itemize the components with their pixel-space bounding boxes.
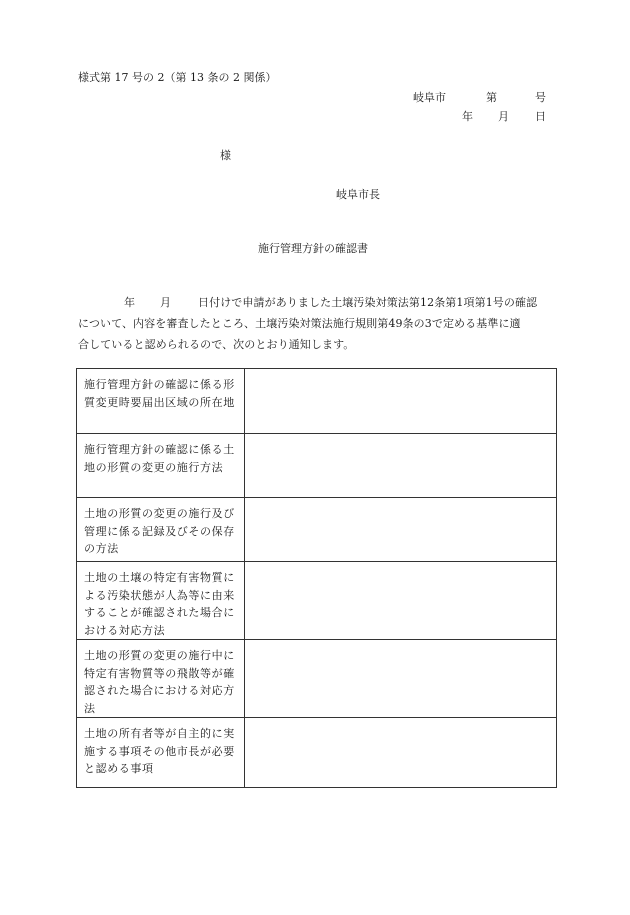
confirmation-items-table <box>76 368 557 788</box>
table-row <box>77 369 557 434</box>
table-row <box>77 498 557 562</box>
row-value-field[interactable] <box>244 718 556 788</box>
row-value-field[interactable] <box>244 562 556 640</box>
row-label: 土地の土壌の特定有害物質による汚染状態が人為等に由来することが確認された場合における対応方法 <box>77 562 245 640</box>
doc-number-dai: 第 <box>486 91 497 104</box>
row-value-field[interactable] <box>244 640 556 718</box>
row-value-field[interactable] <box>244 369 556 434</box>
row-label: 土地の形質の変更の施行及び管理に係る記録及びその保存の方法 <box>77 498 245 562</box>
table-row <box>77 718 557 788</box>
row-value-field[interactable] <box>244 498 556 562</box>
body-line-1-text: 日付けで申請がありました土壌汚染対策法第12条第1項第1号の確認 <box>198 296 538 309</box>
body-line-1 <box>78 292 556 313</box>
date-month-label: 月 <box>498 110 509 123</box>
form-number: 様式第 17 号の 2（第 13 条の 2 関係） <box>78 71 277 84</box>
document-title: 施行管理方針の確認書 <box>258 242 368 255</box>
date-day-label: 日 <box>535 110 546 123</box>
row-label: 土地の所有者等が自主的に実施する事項その他市長が必要と認める事項 <box>77 718 245 788</box>
table-row <box>77 434 557 498</box>
body-month-label: 月 <box>160 296 172 309</box>
row-label: 土地の形質の変更の施行中に特定有害物質等の飛散等が確認された場合における対応方法 <box>77 640 245 718</box>
doc-number-go: 号 <box>535 91 546 104</box>
date-year-label: 年 <box>462 110 473 123</box>
table-row <box>77 562 557 640</box>
body-paragraph <box>78 292 556 355</box>
row-label: 施行管理方針の確認に係る形質変更時要届出区域の所在地 <box>77 369 245 434</box>
table-row <box>77 640 557 718</box>
body-line-3: 合していると認められるので、次のとおり通知します。 <box>78 338 355 351</box>
body-year-label: 年 <box>124 296 136 309</box>
doc-number-issuer: 岐阜市 <box>413 91 446 104</box>
addressee-honorific: 様 <box>220 149 231 162</box>
row-value-field[interactable] <box>244 434 556 498</box>
sender-name: 岐阜市長 <box>336 188 380 201</box>
body-line-2: について、内容を審査したところ、土壌汚染対策法施行規則第49条の3で定める基準に適 <box>78 317 521 330</box>
row-label: 施行管理方針の確認に係る土地の形質の変更の施行方法 <box>77 434 245 498</box>
